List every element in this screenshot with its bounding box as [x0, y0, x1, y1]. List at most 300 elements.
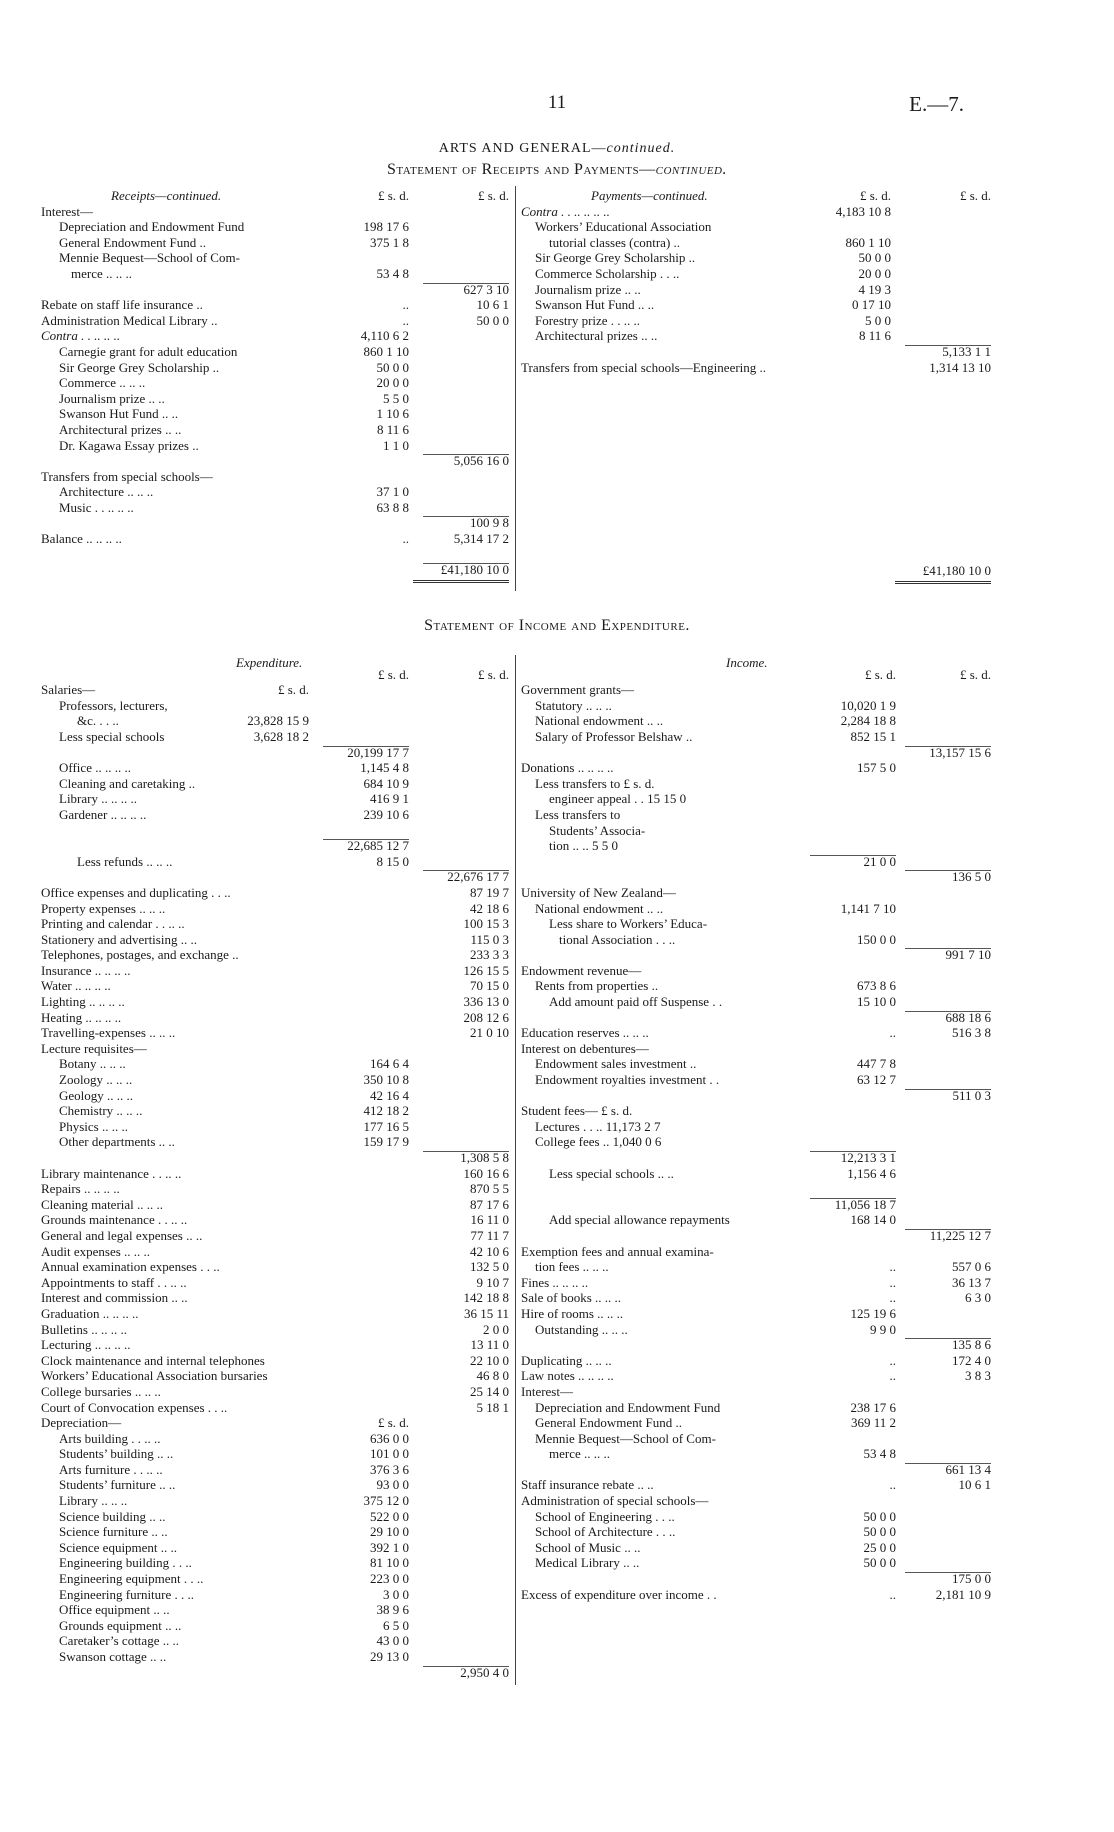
table-row: [41, 1353, 509, 1369]
row-amount: 13,157 15 6: [929, 744, 991, 760]
row-amount: 93 0 0: [376, 1477, 409, 1493]
table-row: [41, 1166, 509, 1182]
row-label: Interest and commission .. ..: [41, 1290, 188, 1306]
table-row: [41, 1197, 509, 1213]
row-amount: 10 6 1: [476, 297, 509, 313]
table-row: [41, 1150, 509, 1166]
subtotal-rule: [323, 839, 409, 840]
table-row: [41, 1134, 509, 1150]
row-amount: 20 0 0: [376, 375, 409, 391]
table-row: [41, 422, 509, 438]
subtotal-rule: [323, 746, 409, 747]
row-amount: 63 8 8: [376, 499, 409, 515]
row-amount: 2 0 0: [483, 1321, 509, 1337]
row-amount: ..: [402, 531, 409, 547]
table-row: [41, 1477, 509, 1493]
row-label: Fines .. .. .. ..: [521, 1274, 589, 1290]
row-amount: ..: [889, 1352, 896, 1368]
row-amount: 369 11 2: [850, 1415, 896, 1431]
table-row: [41, 1587, 509, 1603]
table-row: [521, 1134, 991, 1150]
table-row: [521, 994, 991, 1010]
row-amount: 25 14 0: [470, 1383, 509, 1399]
table-row: [41, 1228, 509, 1244]
row-label: Less refunds .. .. ..: [77, 853, 173, 869]
table-row: [41, 1244, 509, 1260]
row-amount: £ s. d.: [377, 1415, 409, 1431]
row-amount: 8 11 6: [858, 328, 891, 344]
table-row: [521, 1103, 991, 1119]
table-row: [41, 547, 509, 563]
row-amount: 16 11 0: [470, 1212, 509, 1228]
row-label: Less transfers to: [535, 806, 621, 822]
row-label: Contra . . .. .. .. ..: [521, 203, 610, 219]
row-amount: 42 16 4: [370, 1087, 409, 1103]
row-label: Architectural prizes .. ..: [535, 328, 658, 344]
table-row: [521, 1010, 991, 1026]
row-amount: ..: [889, 1290, 896, 1306]
row-label: Outstanding .. .. ..: [535, 1321, 628, 1337]
row-label: Hire of rooms .. .. ..: [521, 1305, 624, 1321]
row-label: Salaries—: [41, 682, 96, 698]
row-label: Bulletins .. .. .. ..: [41, 1321, 127, 1337]
table-row: [41, 250, 509, 266]
row-label: Endowment sales investment ..: [535, 1056, 697, 1072]
row-label: Law notes .. .. .. ..: [521, 1368, 614, 1384]
row-amount: 516 3 8: [952, 1025, 991, 1041]
row-label: Science building .. ..: [59, 1508, 166, 1524]
subtotal-rule: [905, 345, 991, 346]
table-row: [521, 1244, 991, 1260]
table-row: [521, 1041, 991, 1057]
row-amount: 6 3 0: [965, 1290, 991, 1306]
table-row: [521, 1431, 991, 1447]
row-label: Commerce Scholarship . . ..: [535, 265, 680, 281]
table-row: [41, 1446, 509, 1462]
row-label: Chemistry .. .. ..: [59, 1103, 143, 1119]
row-label: Office .. .. .. ..: [59, 760, 131, 776]
row-amount: 4,110 6 2: [360, 328, 409, 344]
row-label: Lighting .. .. .. ..: [41, 994, 125, 1010]
row-amount: 63 12 7: [857, 1072, 896, 1088]
row-label: Less share to Workers’ Educa-: [549, 916, 708, 932]
row-amount: 238 17 6: [850, 1399, 896, 1415]
receipts-col2-header: £ s. d.: [477, 188, 509, 203]
row-label: Workers’ Educational Association bursaries: [41, 1368, 268, 1384]
row-amount: 42 18 6: [470, 900, 509, 916]
row-amount: ..: [889, 1477, 896, 1493]
table-row: [521, 791, 991, 807]
table-row: [521, 760, 991, 776]
table-row: [41, 713, 509, 729]
subtotal-rule: [810, 1151, 896, 1152]
row-amount: 627 3 10: [463, 281, 509, 297]
row-amount: 1,141 7 10: [840, 900, 896, 916]
table-row: [41, 500, 509, 516]
subtotal-rule: [423, 283, 509, 284]
row-amount: 164 6 4: [370, 1056, 409, 1072]
table-row: [41, 438, 509, 454]
table-row: [41, 729, 509, 745]
row-amount: ..: [402, 297, 409, 313]
row-amount: 0 17 10: [852, 297, 891, 313]
row-amount: 2,950 4 0: [460, 1664, 509, 1680]
row-label: Graduation .. .. .. ..: [41, 1305, 139, 1321]
row-label: Add amount paid off Suspense . .: [549, 994, 723, 1010]
table-row: [521, 1446, 991, 1462]
table-row: [521, 947, 991, 963]
row-label: Endowment revenue—: [521, 962, 642, 978]
row-amount: 673 8 6: [857, 978, 896, 994]
row-label: Repairs .. .. .. ..: [41, 1181, 120, 1197]
row-amount: 392 1 0: [370, 1539, 409, 1555]
row-label: Commerce .. .. ..: [59, 375, 146, 391]
table-row: [521, 854, 991, 870]
row-label: Interest on debentures—: [521, 1040, 649, 1056]
section-heading-main: ARTS AND GENERAL—: [438, 141, 607, 156]
row-amount: 5,133 1 1: [942, 343, 991, 359]
subtotal-rule: [810, 1198, 896, 1199]
receipts-payments-heading-continued: continued.: [655, 161, 727, 178]
table-row: [521, 1072, 991, 1088]
table-row: [521, 328, 991, 344]
row-label: Transfers from special schools—Engineering ..: [521, 359, 767, 375]
row-amount: 375 12 0: [363, 1493, 409, 1509]
table-row: [521, 1025, 991, 1041]
row-amount: 175 0 0: [952, 1571, 991, 1587]
row-amount: 376 3 6: [370, 1461, 409, 1477]
row-label: Grounds equipment .. ..: [59, 1617, 182, 1633]
table-row: [41, 1072, 509, 1088]
row-label: Grounds maintenance . . .. ..: [41, 1212, 188, 1228]
table-row: [521, 1322, 991, 1338]
table-row: [521, 1197, 991, 1213]
table-row: [41, 266, 509, 282]
table-row: [521, 360, 991, 376]
row-label: Add special allowance repayments: [549, 1212, 730, 1228]
row-label: Gardener .. .. .. ..: [59, 806, 147, 822]
subtotal-rule: [423, 563, 509, 564]
table-row: [521, 1587, 991, 1603]
table-row: [521, 235, 991, 251]
row-label: National endowment .. ..: [535, 713, 664, 729]
row-amount: 447 7 8: [857, 1056, 896, 1072]
table-row: [41, 235, 509, 251]
row-label: Professors, lecturers,: [59, 697, 168, 713]
row-amount: 150 0 0: [857, 931, 896, 947]
table-row: [41, 375, 509, 391]
row-label: School of Engineering . . ..: [535, 1508, 675, 1524]
row-label: University of New Zealand—: [521, 884, 676, 900]
row-label: Rebate on staff life insurance ..: [41, 297, 203, 313]
table-row: [521, 344, 991, 360]
row-label: Duplicating .. .. ..: [521, 1352, 612, 1368]
row-label: Transfers from special schools—: [41, 468, 213, 484]
row-label: Interest—: [521, 1383, 573, 1399]
row-label: Lecture requisites—: [41, 1040, 147, 1056]
subtotal-rule: [423, 516, 509, 517]
row-amount: 511 0 3: [952, 1087, 991, 1103]
row-label: Office expenses and duplicating . . ..: [41, 884, 231, 900]
table-row: [41, 1571, 509, 1587]
row-label: Exemption fees and annual examina-: [521, 1243, 714, 1259]
row-label: &c. . . ..: [77, 713, 119, 729]
row-amount: 6 5 0: [383, 1617, 409, 1633]
row-amount: 70 15 0: [470, 978, 509, 994]
expenditure-table: [41, 655, 509, 1680]
row-label: Depreciation—: [41, 1415, 122, 1431]
row-amount: 23,828 15 9: [247, 713, 309, 729]
row-label: Depreciation and Endowment Fund: [535, 1399, 721, 1415]
table-row: [41, 515, 509, 531]
row-amount: 8 11 6: [376, 421, 409, 437]
receipts-table: [41, 188, 509, 578]
expenditure-header: Expenditure.: [236, 655, 303, 670]
table-row: [521, 838, 991, 854]
table-row: [41, 1259, 509, 1275]
row-label: Stationery and advertising .. ..: [41, 931, 197, 947]
row-amount: 991 7 10: [945, 947, 991, 963]
table-row: [41, 1119, 509, 1135]
row-amount: 416 9 1: [370, 791, 409, 807]
table-row: [521, 682, 991, 698]
row-label: Insurance .. .. .. ..: [41, 962, 131, 978]
row-amount: 15 10 0: [857, 994, 896, 1010]
table-row: [41, 1322, 509, 1338]
row-label: Sir George Grey Scholarship ..: [59, 359, 220, 375]
table-row: [41, 869, 509, 885]
row-amount: 159 17 9: [363, 1134, 409, 1150]
table-row: [41, 978, 509, 994]
row-amount: 239 10 6: [363, 806, 409, 822]
row-amount: 233 3 3: [470, 947, 509, 963]
table-row: [41, 204, 509, 220]
row-label: Architecture .. .. ..: [59, 484, 154, 500]
table-row: [521, 282, 991, 298]
table-row: [521, 776, 991, 792]
expenditure-cols-row: [41, 667, 509, 683]
row-label: merce .. .. ..: [549, 1446, 611, 1462]
row-amount: 10 6 1: [958, 1477, 991, 1493]
table-row: [41, 1010, 509, 1026]
table-row: [521, 901, 991, 917]
row-amount: 77 11 7: [470, 1227, 509, 1243]
table-row: [41, 1415, 509, 1431]
row-amount: 125 19 6: [850, 1305, 896, 1321]
row-amount: 12,213 3 1: [840, 1150, 896, 1165]
row-amount: 22,685 12 7: [347, 838, 409, 854]
row-amount: 350 10 8: [363, 1072, 409, 1088]
row-label: Library .. .. .. ..: [59, 791, 137, 807]
row-label: tion fees .. .. ..: [535, 1259, 609, 1275]
table-row: [41, 313, 509, 329]
table-row: [521, 885, 991, 901]
row-label: tutorial classes (contra) ..: [549, 234, 681, 250]
subtotal-rule: [423, 454, 509, 455]
row-amount: 2,181 10 9: [935, 1586, 991, 1602]
row-amount: 522 0 0: [370, 1508, 409, 1524]
row-label: Office equipment .. ..: [59, 1602, 170, 1618]
table-row: [41, 838, 509, 854]
payments-col2-header: £ s. d.: [959, 188, 991, 203]
row-amount: 135 8 6: [952, 1337, 991, 1353]
table-row: [521, 869, 991, 885]
table-row: [521, 1509, 991, 1525]
subtotal-rule: [905, 1338, 991, 1339]
row-amount: ..: [889, 1586, 896, 1602]
table-row: [41, 1290, 509, 1306]
table-row: [41, 1368, 509, 1384]
row-amount: 5 0 0: [865, 312, 891, 328]
row-label: Less transfers to £ s. d.: [535, 775, 655, 791]
row-label: College fees .. 1,040 0 6: [535, 1134, 662, 1150]
row-amount: 8 15 0: [376, 853, 409, 869]
row-amount: 177 16 5: [363, 1118, 409, 1134]
subtotal-rule: [905, 746, 991, 747]
table-row: [41, 1025, 509, 1041]
row-amount: 53 4 8: [863, 1446, 896, 1462]
expenditure-col3-header: £ s. d.: [477, 666, 509, 682]
row-label: Sale of books .. .. ..: [521, 1290, 622, 1306]
row-amount: 1,308 5 8: [460, 1150, 509, 1165]
row-amount: 684 10 9: [363, 775, 409, 791]
subtotal-rule: [905, 1229, 991, 1230]
income-divider: [515, 655, 516, 1685]
row-amount: 4 19 3: [858, 281, 891, 297]
row-label: Library maintenance . . .. ..: [41, 1165, 182, 1181]
row-amount: 87 19 7: [470, 884, 509, 900]
row-amount: 9 10 7: [476, 1274, 509, 1290]
table-row: [521, 1493, 991, 1509]
table-row: [521, 1119, 991, 1135]
table-row: [41, 823, 509, 839]
table-row: [521, 1056, 991, 1072]
row-amount: 9 9 0: [870, 1321, 896, 1337]
table-row: [521, 1290, 991, 1306]
row-amount: 50 0 0: [863, 1524, 896, 1540]
table-row: [41, 297, 509, 313]
table-row: [41, 1384, 509, 1400]
table-row: [521, 1462, 991, 1478]
table-row: [41, 947, 509, 963]
row-label: Engineering equipment . . ..: [59, 1571, 204, 1587]
row-amount: 3,628 18 2: [253, 728, 309, 744]
row-label: Architectural prizes .. ..: [59, 421, 182, 437]
row-amount: 10,020 1 9: [840, 697, 896, 713]
row-amount: 1,145 4 8: [360, 760, 409, 776]
row-label: Swanson Hut Fund .. ..: [59, 406, 179, 422]
table-row: [41, 776, 509, 792]
row-amount: 860 1 10: [845, 234, 891, 250]
row-label: Medical Library .. ..: [535, 1555, 640, 1571]
subtotal-rule: [905, 1089, 991, 1090]
subtotal-rule: [423, 1666, 509, 1667]
row-label: Education reserves .. .. ..: [521, 1025, 649, 1041]
row-label: merce .. .. ..: [71, 265, 133, 281]
row-label: Depreciation and Endowment Fund: [59, 219, 245, 235]
row-label: Annual examination expenses . . ..: [41, 1259, 220, 1275]
row-label: Heating .. .. .. ..: [41, 1009, 122, 1025]
row-amount: 136 5 0: [952, 869, 991, 885]
row-label: Student fees— £ s. d.: [521, 1103, 633, 1119]
payments-header: Payments—continued.: [591, 188, 708, 203]
table-row: [41, 1665, 509, 1681]
row-label: School of Music .. ..: [535, 1539, 641, 1555]
income-col1-header: £ s. d.: [864, 666, 896, 682]
row-amount: 157 5 0: [857, 760, 896, 776]
table-row: [41, 1493, 509, 1509]
row-label: Workers’ Educational Association: [535, 219, 712, 235]
receipts-payments-heading-main: Statement of Receipts and Payments—: [387, 161, 656, 178]
row-label: General Endowment Fund ..: [59, 234, 206, 250]
section-heading: [0, 141, 1114, 157]
table-row: [41, 1602, 509, 1618]
table-row: [41, 885, 509, 901]
row-label: General Endowment Fund ..: [535, 1415, 682, 1431]
row-amount: 36 13 7: [952, 1274, 991, 1290]
row-label: Cleaning material .. .. ..: [41, 1196, 164, 1212]
row-label: Appointments to staff . . .. ..: [41, 1274, 187, 1290]
row-label: Administration of special schools—: [521, 1493, 709, 1509]
row-amount: 852 15 1: [850, 728, 896, 744]
row-amount: 21 0 0: [863, 853, 896, 869]
row-amount: 132 5 0: [470, 1259, 509, 1275]
row-label: Library .. .. ..: [59, 1493, 128, 1509]
table-row: [41, 1275, 509, 1291]
row-amount: 29 13 0: [370, 1649, 409, 1664]
row-label: Caretaker’s cottage .. ..: [59, 1633, 179, 1649]
income-header: Income.: [726, 655, 768, 670]
row-amount: £ s. d.: [277, 682, 309, 698]
row-amount: 168 14 0: [850, 1212, 896, 1228]
table-row: [521, 266, 991, 282]
row-label: tion .. .. 5 5 0: [549, 838, 618, 854]
row-label: Swanson Hut Fund .. ..: [535, 297, 655, 313]
table-row: [41, 1524, 509, 1540]
row-amount: 50 0 0: [476, 312, 509, 328]
table-row: [521, 1337, 991, 1353]
table-row: [521, 250, 991, 266]
row-amount: 50 0 0: [376, 359, 409, 375]
row-label: Cleaning and caretaking ..: [59, 775, 196, 791]
row-amount: 100 9 8: [470, 515, 509, 531]
row-amount: 3 0 0: [383, 1586, 409, 1602]
row-amount: 336 13 0: [463, 994, 509, 1010]
row-amount: 557 0 6: [952, 1259, 991, 1275]
subtotal-rule: [810, 855, 896, 856]
page-number: 11: [547, 92, 567, 113]
row-label: Engineering building . . ..: [59, 1555, 192, 1571]
table-row: [41, 531, 509, 547]
row-amount: 1,314 13 10: [929, 359, 991, 375]
table-row: [41, 1041, 509, 1057]
row-label: Balance .. .. .. ..: [41, 531, 122, 547]
row-label: Excess of expenditure over income . .: [521, 1586, 717, 1602]
table-row: [41, 391, 509, 407]
row-amount: 142 18 8: [463, 1290, 509, 1306]
table-row: [41, 1103, 509, 1119]
row-label: Less special schools: [59, 728, 165, 744]
table-row: [521, 963, 991, 979]
row-label: Engineering furniture . . ..: [59, 1586, 195, 1602]
row-amount: 5 5 0: [383, 390, 409, 406]
table-row: [41, 1088, 509, 1104]
row-label: Science equipment .. ..: [59, 1539, 178, 1555]
table-row: [521, 1571, 991, 1587]
row-amount: 208 12 6: [463, 1009, 509, 1025]
row-amount: £41,180 10 0: [440, 562, 509, 578]
row-label: Clock maintenance and internal telephones: [41, 1352, 265, 1368]
